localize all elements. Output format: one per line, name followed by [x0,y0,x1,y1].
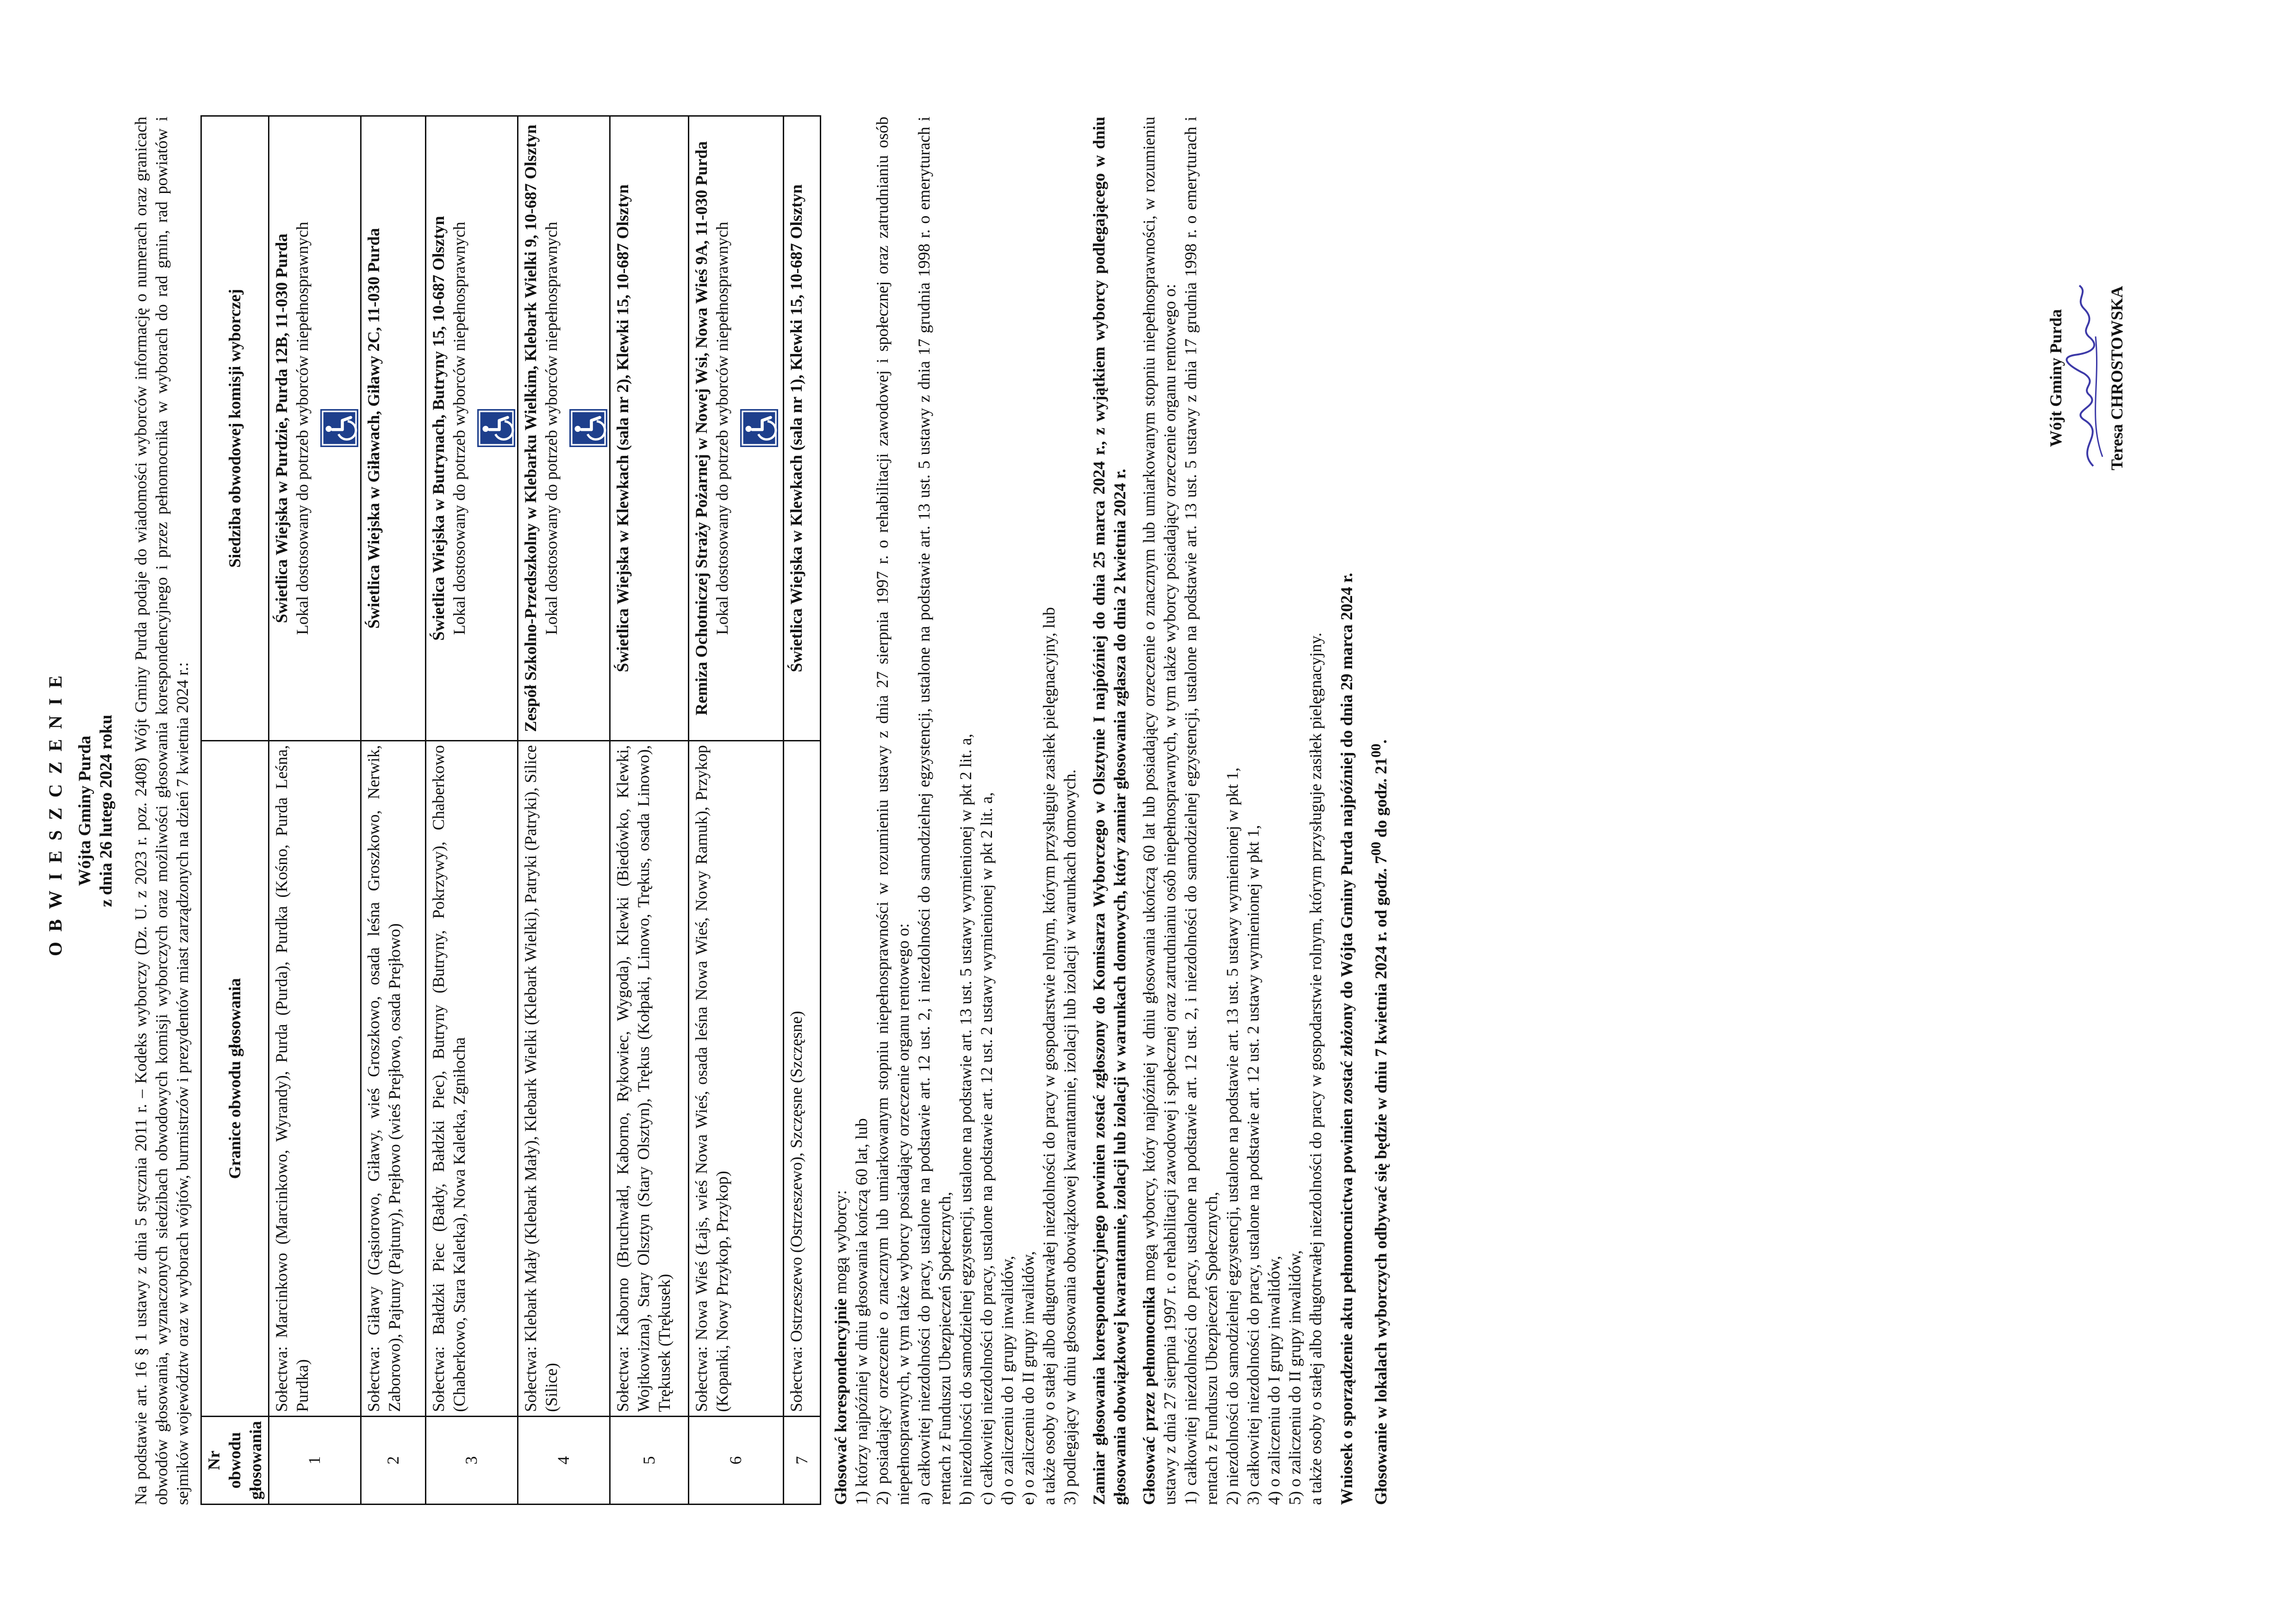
list-item: e) o zaliczeniu do II grupy inwalidów, [1018,1251,1037,1505]
district-seat [268,116,361,741]
accessibility-note: Lokal dostosowany do potrzeb wyborców niepełnosprawnych [293,222,312,635]
district-seat [610,116,688,741]
correspondence-lead: Głosować korespondencyjnie [831,1298,850,1505]
district-seat [518,116,610,741]
list-item: 2) niezdolności do samodzielnej egzystencji, ustalone na podstawie art. 13 ust. 5 ustawy wymienionej w pkt 1, [1223,767,1242,1505]
list-item: 3) całkowitej niezdolności do pracy, ustalone na podstawie art. 12 ust. 2 ustawy wymienionej w pkt 1, [1243,825,1262,1505]
header-nr: Nr obwodu głosowania [201,1417,268,1505]
district-boundaries: Sołectwa: Bałdzki Piec (Bałdy, Bałdzki Piec), Butryny (Butryny, Pokrzywy), Chaberkowo (Chaberkowo, Stara Kaletka), Nowa Kaletka, Zgniłocha [425,741,518,1417]
seat-address: Świetlica Wiejska w Klewkach (sala nr 2), Klewki 15, 10-687 Olsztyn [613,184,632,672]
table-row [783,116,820,1505]
list-item: 1) którzy najpóźniej w dniu głosowania kończą 60 lat, lub [852,1118,871,1505]
district-number: 6 [688,1417,783,1505]
district-boundaries: Sołectwa: Ostrzeszewo (Ostrzeszewo), Szczęsne (Szczęsne) [783,741,820,1417]
district-seat [361,116,425,741]
seat-address: Świetlica Wiejska w Purdzie, Purda 12B, 11-030 Purda [272,233,291,623]
wheelchair-icon [569,410,607,448]
district-number: 4 [518,1417,610,1505]
district-seat [425,116,518,741]
seat-address: Świetlica Wiejska w Klewkach (sala nr 1), Klewki 15, 10-687 Olsztyn [786,184,805,672]
seat-address: Zespół Szkolno-Przedszkolny w Klebarku Wielkim, Klebark Wielki 9, 10-687 Olsztyn [521,124,540,732]
proxy-deadline: Wniosek o sporządzenie aktu pełnomocnictwa powinien zostać złożony do Wójta Gminy Purda najpóźniej do dnia 29 marca 2024 r. [1337,572,1356,1505]
district-boundaries: Sołectwa: Giławy (Gąsiorowo, Giławy, wieś Groszkowo, osada leśna Groszkowo, Nerwik, Zaborowo), Pajtuny (Pajtuny), Prejłowo (wieś Prejłowo, osada Prejłowo) [361,741,425,1417]
correspondence-section [830,117,1130,1505]
list-item: a) całkowitej niezdolności do pracy, ustalone na podstawie art. 12 ust. 2, i niezdolności do samodzielnej egzystencji, ustalone na podstawie art. 13 ust. 5 ustawy z dnia 17 grudnia 1998 r. o emeryturach i rentach z Funduszu Ubezpieczeń Społecznych, [914,117,954,1505]
accessibility-note: Lokal dostosowany do potrzeb wyborców niepełnosprawnych [449,222,468,635]
notice-title: OBWIESZCZENIE [45,665,66,957]
districts-table [200,115,821,1505]
accessibility-note: Lokal dostosowany do potrzeb wyborców niepełnosprawnych [712,222,731,635]
district-boundaries: Sołectwa: Kaborno (Bruchwałd, Kaborno, Rykowiec, Wygoda), Klewki (Biedówko, Klewki, Wojtkowizna), Stary Olsztyn (Stary Olsztyn), Trękus (Kołpaki, Linowo, Trękus, osada Linowo), Trękusek (Trękusek) [610,741,688,1417]
district-number: 2 [361,1417,425,1505]
seat-address: Remiza Ochotniczej Straży Pożarnej w Nowej Wsi, Nowa Wieś 9A, 11-030 Purda [692,141,711,715]
table-row [688,116,783,1505]
notice-page [44,117,1391,1505]
list-item: 1) całkowitej niezdolności do pracy, ustalone na podstawie art. 12 ust. 2, i niezdolności do samodzielnej egzystencji, ustalone na podstawie art. 13 ust. 5 ustawy z dnia 17 grudnia 1998 r. o emeryturach i rentach z Funduszu Ubezpieczeń Społecznych, [1181,117,1221,1505]
seat-address: Świetlica Wiejska w Giławach, Giławy 2C, 11-030 Purda [364,228,383,629]
list-item: a także osoby o stałej albo długotrwałej niezdolności do pracy w gospodarstwie rolnym, którym przysługuje zasiłek pielęgnacyjny, lub [1039,607,1058,1505]
proxy-lead-rest: mogą wyborcy, który najpóźniej w dniu głosowania ukończą 60 lat lub posiadający orzeczenie o znacznym lub umiarkowanym stopniu niepełnosprawności, w rozumieniu ustawy z dnia 27 sierpnia 1997 r. o rehabilitacji zawodowej i społecznej oraz zatrudnianiu osób niepełnosprawnych, w tym także wyborcy posiadający orzeczenie organu rentowego o: [1139,117,1179,1505]
district-boundaries: Sołectwa: Klebark Mały (Klebark Mały), Klebark Wielki (Klebark Wielki), Patryki (Patryki), Silice (Silice) [518,741,610,1417]
wheelchair-icon [477,410,515,448]
notice-date: z dnia 26 lutego 2024 roku [97,715,116,907]
proxy-lead-bold: pełnomocnika [1139,1287,1158,1387]
list-item: 2) posiadający orzeczenie o znacznym lub umiarkowanym stopniu niepełnosprawności w rozumieniu ustawy z dnia 27 sierpnia 1997 r. o rehabilitacji zawodowej i społecznej oraz zatrudnianiu osób niepełnosprawnych, w tym także wyborcy posiadający orzeczenie organu rentowego o: [873,117,912,1505]
table-row [425,116,518,1505]
correspondence-lead-rest: mogą wyborcy: [831,1190,850,1299]
wheelchair-icon [740,410,778,448]
table-row [268,116,361,1505]
voting-hours: Głosowanie w lokalach wyborczych odbywać się będzie w dniu 7 kwietnia 2024 r. od godz. $7^{00}$ do godz. $21^{00}$. [1368,739,1390,1505]
district-boundaries: Sołectwa: Nowa Wieś (Łajs, wieś Nowa Wieś, osada leśna Nowa Wieś, Nowy Ramuk), Przykop (Kopanki, Nowy Przykop, Przykop) [688,741,783,1417]
header-granice: Granice obwodu głosowania [201,741,268,1417]
signature-role: Wójt Gminy Purda [2046,309,2065,448]
district-seat [783,116,820,741]
list-item: d) o zaliczeniu do I grupy inwalidów, [998,1256,1017,1505]
wheelchair-icon [320,410,358,448]
list-item: a także osoby o stałej albo długotrwałej niezdolności do pracy w gospodarstwie rolnym, którym przysługuje zasiłek pielęgnacyjny. [1306,632,1325,1505]
district-number: 3 [425,1417,518,1505]
table-row [518,116,610,1505]
intro-paragraph: Na podstawie art. 16 § 1 ustawy z dnia 5 stycznia 2011 r. – Kodeks wyborczy (Dz. U. z 2023 r. poz. 2408) Wójt Gminy Purda podaje do wiadomości wyborców informację o numerach oraz granicach obwodów głosowania, wyznaczonych siedzibach obwodowych komisji wyborczych oraz możliwości głosowania korespondencyjnego i przez pełnomocnika w wyborach do rad gmin, rad powiatów i sejmików województw oraz w wyborach wójtów, burmistrzów i prezydentów miast zarządzonych na dzień 7 kwietnia 2024 r.: [131,117,192,1505]
list-item: c) całkowitej niezdolności do pracy, ustalone na podstawie art. 12 ust. 2 ustawy wymienionej w pkt 2 lit. a, [977,792,996,1505]
seat-address: Świetlica Wiejska w Butrynach, Butryny 15, 10-687 Olsztyn [429,216,448,641]
notice-subtitle: Wójta Gminy Purda [75,735,94,886]
proxy-section [1139,117,1357,1505]
table-header-row [201,116,268,1505]
list-item: 5) o zaliczeniu do II grupy inwalidów, [1285,1250,1304,1505]
signature-block [2046,281,2127,475]
correspondence-deadline: Zamiar głosowania korespondencyjnego powinien zostać zgłoszony do Komisarza Wyborczego w Olsztynie I najpóźniej do dnia 25 marca 2024 r., z wyjątkiem wyborcy podlegającego w dniu głosowania obowiązkowej kwarantannie, izolacji lub izolacji w warunkach domowych, który zamiar głosowania zgłasza do dnia 2 kwietnia 2024 r. [1089,117,1129,1505]
signature-name: Teresa CHROSTOWSKA [2108,286,2126,471]
district-number: 5 [610,1417,688,1505]
district-number: 1 [268,1417,361,1505]
district-seat [688,116,783,741]
table-row [361,116,425,1505]
header-siedziba: Siedziba obwodowej komisji wyborczej [201,116,268,741]
table-row [610,116,688,1505]
list-item: 3) podlegający w dniu głosowania obowiązkowej kwarantannie, izolacji lub izolacji w warunkach domowych. [1060,769,1079,1505]
list-item: 4) o zaliczeniu do I grupy inwalidów, [1264,1256,1283,1505]
proxy-lead-1: Głosować przez [1139,1387,1158,1505]
district-number: 7 [783,1417,820,1505]
district-boundaries: Sołectwa: Marcinkowo (Marcinkowo, Wyrandy), Purda (Purda), Purdka (Kośno, Purda Leśna, Purdka) [268,741,361,1417]
accessibility-note: Lokal dostosowany do potrzeb wyborców niepełnosprawnych [542,222,561,635]
list-item: b) niezdolności do samodzielnej egzystencji, ustalone na podstawie art. 13 ust. 5 ustawy wymienionej w pkt 2 lit. a, [956,734,975,1505]
